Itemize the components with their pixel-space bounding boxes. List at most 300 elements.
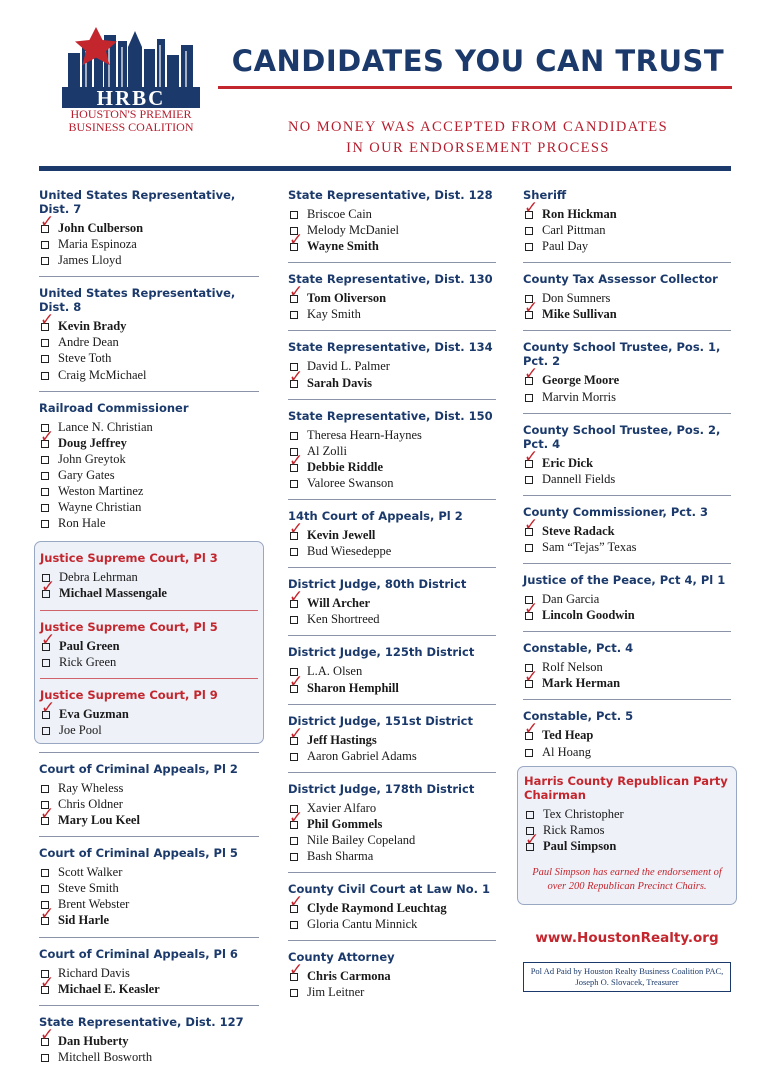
candidate-name: Andre Dean: [58, 335, 119, 350]
race-divider: [288, 399, 496, 400]
race-title: District Judge, 151st District: [288, 713, 473, 728]
endorsed-candidate: [39, 804, 259, 828]
race-title: State Representative, Dist. 127: [39, 1014, 244, 1029]
checkmark-icon: ✓: [41, 697, 56, 718]
endorsed-candidate: [39, 310, 259, 334]
candidate: [39, 467, 259, 483]
candidate: [39, 350, 259, 366]
logo-tagline-line-1: HOUSTON'S PREMIER: [70, 107, 192, 121]
candidate-name: John Greytok: [58, 451, 126, 466]
checkbox: [290, 432, 298, 440]
checkbox: [41, 520, 49, 528]
candidate: [39, 780, 259, 796]
race-title: United States Representative, Dist. 7: [39, 188, 236, 216]
checkmark-icon: ✓: [40, 804, 55, 825]
candidate: [39, 499, 259, 515]
candidate-name: Paul Simpson: [543, 838, 617, 853]
race-title: County Tax Assessor Collector: [523, 272, 718, 287]
candidate: [39, 419, 259, 435]
race-divider: [523, 330, 731, 331]
checkbox: [41, 785, 49, 793]
race-section: [40, 688, 258, 738]
checkbox: [290, 480, 298, 488]
checkbox: [41, 472, 49, 480]
website-link[interactable]: www.HoustonRealty.org: [535, 929, 719, 946]
checkmark-icon: ✓: [289, 723, 304, 744]
race-divider: [523, 262, 731, 263]
candidate-name: Sam “Tejas” Texas: [542, 539, 637, 554]
candidate-name: Marvin Morris: [542, 389, 616, 404]
race-title: Justice Supreme Court, Pl 9: [40, 687, 218, 702]
candidate: [39, 896, 259, 912]
candidate-name: Kay Smith: [307, 307, 361, 322]
endorsed-candidate: [288, 282, 496, 306]
checkmark-icon: ✓: [524, 719, 539, 740]
race-section: [523, 505, 731, 555]
candidate-name: Steve Smith: [58, 881, 119, 896]
checkmark-icon: ✓: [525, 829, 540, 850]
endorsed-candidate: [40, 697, 258, 722]
race-section: [39, 401, 259, 532]
candidate-name: Chris Carmona: [307, 969, 391, 984]
candidate: [523, 222, 731, 238]
race-divider: [40, 678, 258, 679]
checkbox: [525, 476, 533, 484]
subtitle-line-1: NO MONEY WAS ACCEPTED FROM CANDIDATES: [287, 119, 669, 135]
endorsed-candidate: [39, 1024, 259, 1049]
checkbox: [41, 885, 49, 893]
header-band: [39, 166, 731, 171]
candidate-name: Al Hoang: [542, 744, 591, 759]
candidate: [288, 832, 496, 848]
checkmark-icon: ✓: [524, 514, 539, 535]
race-divider: [39, 1005, 259, 1006]
candidate: [39, 451, 259, 467]
race-divider: [288, 635, 496, 636]
endorsed-candidate: [523, 198, 731, 222]
endorsed-candidate: [288, 723, 496, 748]
candidate: [288, 748, 496, 764]
candidate-name: Eric Dick: [542, 455, 594, 470]
race-title: County School Trustee, Pos. 2, Pct. 4: [523, 422, 721, 451]
candidate-name: James Lloyd: [58, 253, 122, 268]
race-divider: [288, 872, 496, 873]
race-panel: [517, 766, 737, 905]
candidate-name: Mary Lou Keel: [58, 813, 140, 828]
candidate-name: Dannell Fields: [542, 471, 616, 486]
checkbox: [525, 243, 533, 251]
candidate-name: Steve Radack: [542, 523, 615, 538]
candidate-name: Paul Day: [542, 239, 589, 254]
candidate-name: Mike Sullivan: [542, 307, 617, 322]
candidate-name: Dan Garcia: [542, 592, 600, 607]
race-title: Justice of the Peace, Pct 4, Pl 1: [523, 573, 726, 588]
candidate-name: Tom Oliverson: [307, 291, 387, 306]
race-title: State Representative, Dist. 128: [288, 188, 493, 202]
candidate-name: Ken Shortreed: [307, 612, 380, 627]
candidate-name: Melody McDaniel: [307, 223, 399, 238]
race-section: [288, 950, 496, 1000]
candidate-name: Paul Green: [59, 638, 120, 653]
race-section: [39, 188, 259, 268]
paid-by-line-1: Pol Ad Paid by Houston Realty Business Coalition PAC,: [530, 965, 724, 976]
candidate-name: Bud Wiesedeppe: [307, 544, 392, 559]
checkbox: [41, 257, 49, 265]
candidate-name: Aaron Gabriel Adams: [307, 748, 417, 763]
candidate: [39, 252, 259, 268]
checkmark-icon: ✓: [40, 310, 55, 331]
section-divider: [39, 752, 259, 753]
race-title: Constable, Pct. 5: [523, 709, 634, 724]
race-divider: [288, 499, 496, 500]
candidate-name: Valoree Swanson: [307, 475, 394, 490]
candidate-name: Theresa Hearn-Haynes: [307, 427, 422, 442]
ballot-column-2: [288, 188, 496, 1001]
candidate-name: Maria Espinoza: [58, 237, 137, 252]
candidate-name: Michael Massengale: [59, 586, 167, 601]
checkmark-icon: ✓: [41, 629, 56, 650]
paid-by-line-2: Joseph O. Slovacek, Treasurer: [575, 976, 679, 987]
checkmark-icon: ✓: [289, 587, 304, 608]
logo-tagline: [62, 108, 200, 133]
candidate: [288, 475, 496, 491]
candidate-name: Kevin Brady: [58, 319, 127, 334]
candidate-name: Al Zolli: [307, 443, 347, 458]
endorsed-candidate: [523, 719, 731, 743]
race-divider: [523, 563, 731, 564]
candidate-name: Ron Hale: [58, 516, 106, 531]
candidate: [288, 984, 496, 1000]
candidate-name: Wayne Smith: [307, 239, 379, 254]
candidate-name: Jim Leitner: [307, 985, 365, 1000]
candidate-name: Ray Wheless: [58, 780, 124, 795]
checkmark-icon: ✓: [40, 212, 55, 232]
checkbox: [290, 211, 298, 219]
candidate-name: Dan Huberty: [58, 1033, 129, 1048]
race-title: District Judge, 80th District: [288, 577, 467, 592]
candidate-name: Lance N. Christian: [58, 419, 153, 434]
checkmark-icon: ✓: [289, 230, 304, 251]
candidate-name: L.A. Olsen: [307, 664, 363, 679]
checkbox: [290, 989, 298, 997]
race-panel: [34, 541, 264, 744]
candidate-name: Rolf Nelson: [542, 660, 603, 675]
candidate: [523, 539, 731, 555]
candidate: [523, 238, 731, 254]
race-section: [288, 188, 496, 254]
candidate-name: Scott Walker: [58, 865, 123, 880]
race-section: [288, 645, 496, 695]
candidate-name: Steve Toth: [58, 351, 112, 366]
checkmark-icon: ✓: [524, 599, 539, 620]
checkmark-icon: ✓: [524, 298, 539, 319]
checkbox: [42, 727, 50, 735]
candidate-name: Sarah Davis: [307, 375, 372, 390]
candidate: [39, 236, 259, 252]
race-section: [523, 423, 731, 487]
race-section: [523, 573, 731, 623]
candidate-name: John Culberson: [58, 221, 144, 235]
candidate-name: Mark Herman: [542, 676, 621, 691]
checkbox: [41, 456, 49, 464]
race-divider: [523, 631, 731, 632]
candidate-name: Jeff Hastings: [307, 732, 377, 747]
checkbox: [41, 488, 49, 496]
race-section: [40, 551, 258, 601]
candidate-name: Gary Gates: [58, 467, 115, 482]
checkmark-icon: ✓: [289, 282, 304, 303]
race-section: [288, 714, 496, 764]
candidate: [288, 443, 496, 459]
race-section: [288, 577, 496, 627]
candidate-name: Sid Harle: [58, 913, 110, 928]
candidate-name: Clyde Raymond Leuchtag: [307, 901, 447, 916]
checkbox: [41, 355, 49, 363]
candidate: [40, 569, 258, 585]
race-title: State Representative, Dist. 150: [288, 408, 493, 423]
candidate-name: Debra Lehrman: [59, 570, 138, 585]
candidate-name: Ted Heap: [542, 728, 594, 743]
race-section: [523, 188, 731, 254]
subtitle-line-2: IN OUR ENDORSEMENT PROCESS: [346, 140, 610, 156]
checkmark-icon: ✓: [40, 1024, 55, 1045]
checkbox: [290, 853, 298, 861]
checkbox: [290, 311, 298, 319]
candidate-name: Brent Webster: [58, 897, 130, 912]
race-title: District Judge, 178th District: [288, 781, 475, 796]
endorsed-candidate: [523, 514, 731, 539]
candidate-name: Ron Hickman: [542, 207, 617, 221]
candidate: [523, 389, 731, 405]
candidate: [523, 744, 731, 760]
checkbox: [525, 227, 533, 235]
candidate: [39, 864, 259, 880]
candidate: [39, 965, 259, 981]
endorsement-note: Paul Simpson has earned the endorsement of over 200 Republican Precinct Chairs.: [532, 866, 722, 892]
checkbox: [41, 869, 49, 877]
checkbox: [290, 753, 298, 761]
candidate: [288, 611, 496, 627]
ballot-column-3: [523, 188, 731, 992]
page-subtitle: [218, 117, 738, 159]
candidate-name: Wayne Christian: [58, 500, 142, 515]
candidate: [288, 306, 496, 322]
page-title: CANDIDATES YOU CAN TRUST: [231, 44, 725, 78]
candidate-name: Mitchell Bosworth: [58, 1049, 153, 1064]
race-section: [524, 774, 730, 854]
race-title: Railroad Commissioner: [39, 400, 189, 415]
candidate-name: Phil Gommels: [307, 816, 383, 831]
checkmark-icon: ✓: [40, 426, 55, 447]
candidate: [39, 334, 259, 350]
checkmark-icon: ✓: [524, 446, 539, 467]
race-divider: [523, 495, 731, 496]
candidate-name: Will Archer: [307, 596, 371, 611]
candidate: [39, 880, 259, 896]
checkbox: [525, 394, 533, 402]
checkmark-icon: ✓: [524, 198, 539, 218]
candidate: [524, 806, 730, 822]
race-title: County School Trustee, Pos. 1, Pct. 2: [523, 340, 721, 369]
logo-tagline-line-2: BUSINESS COALITION: [68, 119, 194, 134]
candidate: [288, 427, 496, 443]
race-divider: [39, 276, 259, 277]
checkmark-icon: ✓: [40, 904, 55, 925]
candidate: [288, 663, 496, 679]
race-divider: [288, 567, 496, 568]
candidate: [288, 543, 496, 559]
race-section: [39, 947, 259, 997]
race-divider: [523, 413, 731, 414]
candidate-name: Gloria Cantu Minnick: [307, 917, 418, 932]
candidate: [288, 206, 496, 222]
logo-letters: HRBC: [96, 86, 166, 110]
race-title: District Judge, 125th District: [288, 645, 475, 660]
candidate: [39, 367, 259, 383]
checkmark-icon: ✓: [289, 807, 304, 828]
paid-by-notice: [523, 962, 731, 992]
candidate: [523, 591, 731, 607]
candidate-name: Bash Sharma: [307, 849, 374, 864]
candidate-name: Doug Jeffrey: [58, 435, 127, 450]
candidate: [523, 290, 731, 306]
checkbox: [290, 837, 298, 845]
endorsed-candidate: [288, 892, 496, 916]
candidate-name: Nile Bailey Copeland: [307, 832, 416, 847]
candidate-name: Rick Green: [59, 654, 117, 669]
endorsed-candidate: [40, 629, 258, 654]
endorsed-candidate: [288, 960, 496, 984]
race-section: [288, 340, 496, 390]
race-divider: [523, 699, 731, 700]
candidate-name: Richard Davis: [58, 965, 130, 980]
race-section: [39, 846, 259, 928]
race-divider: [288, 704, 496, 705]
race-divider: [288, 772, 496, 773]
checkmark-icon: ✓: [289, 519, 304, 540]
checkmark-icon: ✓: [289, 960, 304, 981]
checkmark-icon: ✓: [289, 892, 304, 913]
race-divider: [40, 610, 258, 611]
checkmark-icon: ✓: [289, 450, 304, 471]
candidate-name: Lincoln Goodwin: [542, 608, 635, 623]
candidate-name: Kevin Jewell: [307, 528, 376, 543]
candidate-name: Michael E. Keasler: [58, 981, 160, 996]
candidate-name: Craig McMichael: [58, 367, 147, 382]
race-section: [39, 286, 259, 382]
candidate-name: Briscoe Cain: [307, 207, 372, 221]
race-title: Court of Criminal Appeals, Pl 2: [39, 761, 238, 776]
race-divider: [288, 940, 496, 941]
race-section: [523, 641, 731, 691]
candidate: [40, 654, 258, 670]
race-divider: [39, 937, 259, 938]
checkbox: [42, 659, 50, 667]
endorsed-candidate: [288, 519, 496, 543]
candidate-name: Eva Guzman: [59, 706, 129, 721]
checkbox: [41, 372, 49, 380]
candidate: [39, 1049, 259, 1065]
candidate: [288, 916, 496, 932]
checkmark-icon: ✓: [289, 366, 304, 387]
candidate-name: David L. Palmer: [307, 359, 390, 374]
candidate-name: George Moore: [542, 373, 620, 388]
checkmark-icon: ✓: [40, 972, 55, 993]
race-divider: [288, 330, 496, 331]
race-title: Court of Criminal Appeals, Pl 6: [39, 946, 238, 961]
race-title: Court of Criminal Appeals, Pl 5: [39, 846, 238, 861]
checkbox: [41, 1054, 49, 1062]
endorsed-candidate: [523, 364, 731, 388]
candidate-name: Chris Oldner: [58, 796, 123, 811]
endorsed-candidate: [288, 587, 496, 611]
race-section: [288, 509, 496, 559]
race-section: [523, 340, 731, 404]
race-title: Constable, Pct. 4: [523, 641, 634, 656]
race-title: Justice Supreme Court, Pl 3: [40, 551, 218, 566]
race-section: [40, 620, 258, 670]
checkbox: [41, 504, 49, 512]
candidate: [523, 471, 731, 487]
race-title: State Representative, Dist. 130: [288, 272, 493, 287]
race-title: United States Representative, Dist. 8: [39, 286, 236, 315]
race-divider: [39, 391, 259, 392]
ballot-column-1: [39, 188, 259, 1065]
checkbox: [525, 544, 533, 552]
candidate-name: Debbie Riddle: [307, 459, 384, 474]
race-title: 14th Court of Appeals, Pl 2: [288, 509, 463, 524]
candidate: [288, 358, 496, 374]
endorsed-candidate: [523, 446, 731, 471]
checkbox: [290, 548, 298, 556]
race-title: County Commissioner, Pct. 3: [523, 504, 708, 519]
candidate: [40, 722, 258, 738]
candidate-name: Joe Pool: [59, 722, 102, 737]
race-section: [288, 882, 496, 932]
candidate-name: Carl Pittman: [542, 223, 606, 238]
candidate: [288, 848, 496, 864]
candidate: [39, 483, 259, 499]
race-divider: [288, 262, 496, 263]
candidate: [39, 796, 259, 812]
race-title: Sheriff: [523, 188, 567, 202]
checkbox: [526, 811, 534, 819]
endorsed-candidate: [39, 212, 259, 236]
candidate-name: Weston Martinez: [58, 484, 144, 499]
race-section: [523, 709, 731, 759]
race-section: [288, 782, 496, 864]
candidate-name: Sharon Hemphill: [307, 680, 399, 695]
checkmark-icon: ✓: [289, 671, 304, 692]
candidate: [524, 822, 730, 838]
checkbox: [41, 241, 49, 249]
race-section: [39, 762, 259, 828]
title-rule: [218, 86, 732, 89]
checkbox: [525, 749, 533, 757]
candidate-name: Don Sumners: [542, 291, 611, 306]
race-section: [288, 272, 496, 322]
checkbox: [41, 339, 49, 347]
checkbox: [290, 616, 298, 624]
checkmark-icon: ✓: [524, 667, 539, 688]
checkmark-icon: ✓: [41, 577, 56, 598]
candidate-name: Rick Ramos: [543, 822, 605, 837]
checkmark-icon: ✓: [524, 364, 539, 385]
checkbox: [290, 921, 298, 929]
candidate-name: Tex Christopher: [543, 806, 624, 821]
race-title: State Representative, Dist. 134: [288, 340, 493, 355]
race-section: [523, 272, 731, 322]
